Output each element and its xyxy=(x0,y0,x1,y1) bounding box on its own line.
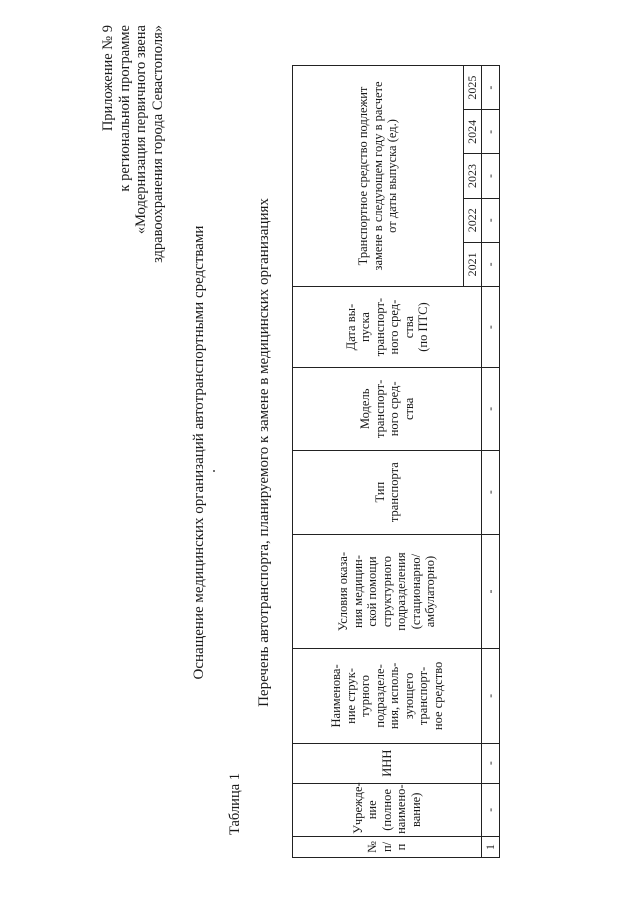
year-2022: 2022 xyxy=(464,198,482,242)
appendix-line-2: к региональной программе xyxy=(116,25,133,192)
appendix-line-3: «Модернизация первичного звена xyxy=(133,25,149,235)
year-2024: 2024 xyxy=(464,110,482,154)
header-release-date: Дата вы- пуска транспорт- ного сред- ства (по ПТС) xyxy=(293,286,482,367)
row-subdivision: - xyxy=(482,649,500,743)
header-institution: Учрежде- ние (полное наимено- вание) xyxy=(293,783,482,836)
row-2024: - xyxy=(482,110,500,154)
header-conditions: Условия оказа- ния медицин- ской помощи структурного подразделения (стационарно/ амбулаторно) xyxy=(293,534,482,648)
header-model: Модель транспорт- ного сред- ства xyxy=(293,368,482,450)
row-model: - xyxy=(482,368,500,450)
row-type: - xyxy=(482,450,500,534)
header-type: Тип транспорта xyxy=(293,450,482,534)
table-title: Перечень автотранспорта, планируемого к замене в медицинских организациях xyxy=(256,198,272,707)
header-inn: ИНН xyxy=(293,743,482,783)
appendix-line-4: здравоохранения города Севастополя» xyxy=(149,25,166,263)
row-2022: - xyxy=(482,198,500,242)
row-2021: - xyxy=(482,242,500,286)
row-num: 1 xyxy=(482,836,500,857)
stray-dot xyxy=(213,470,215,472)
table-label: Таблица 1 xyxy=(227,772,243,835)
header-replacement: Транспортное средство подлежит замене в следующем году в расчете от даты выпуска (ед.) xyxy=(293,66,464,287)
row-2025: - xyxy=(482,66,500,110)
row-inn: - xyxy=(482,743,500,783)
row-institution: - xyxy=(482,783,500,836)
appendix-block xyxy=(100,25,166,445)
section-subtitle: Оснащение медицинских организаций автотранспортными средствами xyxy=(191,225,207,680)
year-2025: 2025 xyxy=(464,66,482,110)
year-2023: 2023 xyxy=(464,154,482,198)
header-subdivision: Наименова- ние струк- турного подразделе- ния, исполь- зующего транспорт- ное средство xyxy=(293,649,482,743)
table-row xyxy=(482,66,500,858)
transport-table xyxy=(292,65,500,858)
row-release-date: - xyxy=(482,286,500,367)
header-row xyxy=(293,66,464,858)
row-2023: - xyxy=(482,154,500,198)
appendix-line-1: Приложение № 9 xyxy=(100,25,116,132)
header-num: № п/п xyxy=(293,836,482,857)
row-conditions: - xyxy=(482,534,500,648)
year-2021: 2021 xyxy=(464,242,482,286)
